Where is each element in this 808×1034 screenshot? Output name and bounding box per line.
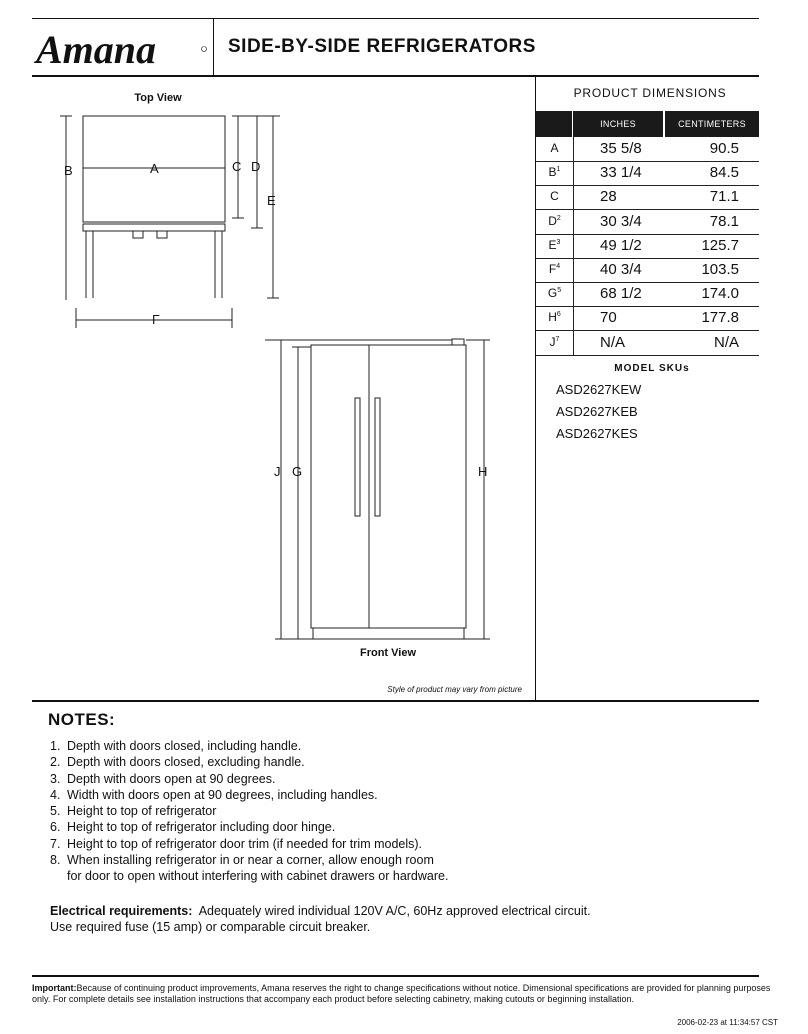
dimension-row [536,258,759,283]
dim-label-a: A [150,161,159,176]
dimension-row [536,185,759,210]
dimension-cm: 84.5 [709,164,739,182]
style-note: Style of product may vary from picture [387,685,522,694]
top-view-doors [83,224,225,231]
dimension-key: $H^6$ [548,310,561,325]
electrical-label: Electrical requirements: [50,904,193,918]
notes-rule [32,700,759,702]
important-label: Important: [32,983,77,993]
dimension-cm: 78.1 [709,212,739,230]
dimension-row [536,161,759,186]
dimension-key: $J^7$ [549,334,560,349]
note-item: 7. Height to top of refrigerator door trim (if needed for trim models). [50,836,423,851]
front-view-handle-left [355,398,360,516]
note-item: 8. When installing refrigerator in or near a corner, allow enough room [50,853,434,868]
dimension-cm: N/A [713,333,739,351]
front-view-hinge [452,339,464,345]
dimension-inches: 68 1/2 [600,285,642,303]
dimensions-col-cm: CENTIMETERS [665,111,759,137]
dimension-cm: 174.0 [701,285,739,303]
dimension-key: $D^2$ [548,213,561,228]
top-view-label: Top View [134,92,182,104]
page-title: SIDE-BY-SIDE REFRIGERATORS [228,36,536,57]
sku-item: ASD2627KES [556,426,638,441]
electrical-text: Adequately wired individual 120V A/C, 60Hz approved electrical circuit. [198,904,591,918]
dimension-cm: 103.5 [701,261,739,278]
dimension-cm: 177.8 [701,309,739,327]
dimension-inches: 33 1/4 [600,164,642,182]
dimension-diagram [0,0,535,700]
dimension-inches: 70 [600,309,617,327]
top-view-handle-left [133,231,143,238]
dimension-row [536,282,759,307]
dimensions-col-inches: INCHES [573,111,663,137]
electrical-text-2: Use required fuse (15 amp) or comparable circuit breaker. [50,920,371,934]
note-item: for door to open without interfering with cabinet drawers or hardware. [67,869,449,884]
dimension-inches: 28 [600,188,617,206]
dim-label-b: B [64,163,73,178]
electrical-requirements [50,903,670,935]
dimension-inches: 30 3/4 [600,212,642,230]
sku-item: ASD2627KEW [556,382,642,397]
footer-rule [32,975,759,977]
dimensions-key-header [536,111,572,137]
dimension-cm: 125.7 [701,236,739,254]
dim-label-g: G [292,464,303,479]
dimension-key: $E^3$ [548,237,561,252]
dimension-cm: 71.1 [709,188,739,206]
important-text: Because of continuing product improvements, Amana reserves the right to change specifications without notice. Dimensional specifications are provided for planning purposes only. For complete details see installation instructions that accompany each product before selecting cabinetry, making cutouts or beginning installation. [32,983,771,1004]
dimension-key: A [550,141,559,155]
dim-label-e: E [267,193,276,208]
dim-label-c: C [232,159,242,174]
dim-label-f: F [152,312,160,327]
dimension-row [536,137,759,162]
note-item: 6. Height to top of refrigerator including door hinge. [50,820,336,835]
dimension-inches: N/A [600,333,626,351]
front-view-handle-right [375,398,380,516]
sku-item: ASD2627KEB [556,404,638,419]
dimension-key: $G^5$ [547,286,562,301]
timestamp: 2006-02-23 at 11:34:57 CST [677,1018,778,1027]
dimension-cm: 90.5 [709,140,739,157]
dim-label-j: J [274,464,281,479]
front-view-label: Front View [359,647,417,659]
dimension-key: C [550,189,559,204]
dimension-row [536,210,759,235]
dimension-row [536,331,759,356]
front-view-base [313,628,464,639]
note-item: 4. Width with doors open at 90 degrees, including handles. [50,787,378,802]
note-item: 1. Depth with doors closed, including handle. [50,739,302,753]
note-item: 2. Depth with doors closed, excluding handle. [50,755,305,770]
dimension-row [536,234,759,259]
dim-label-h: H [478,464,488,479]
note-item: 5. Height to top of refrigerator [50,804,217,819]
important-notice [32,983,777,1005]
dimension-inches: 40 3/4 [600,261,642,278]
top-view-handle-right [157,231,167,238]
notes-title: NOTES: [48,710,116,729]
dimension-key: $B^1$ [548,165,561,180]
logo-wordmark: Amana [36,27,157,69]
dimensions-title: PRODUCT DIMENSIONS [573,86,727,100]
note-item: 3. Depth with doors open at 90 degrees. [50,771,276,786]
sku-title: MODEL SKUs [614,363,690,374]
dimension-key: $F^4$ [548,262,561,276]
dimension-inches: 35 5/8 [600,140,642,157]
dimension-inches: 49 1/2 [600,236,642,254]
notes-list [50,738,448,885]
dim-label-d: D [251,159,261,174]
front-view-cabinet [311,345,466,628]
dimension-row [536,306,759,331]
